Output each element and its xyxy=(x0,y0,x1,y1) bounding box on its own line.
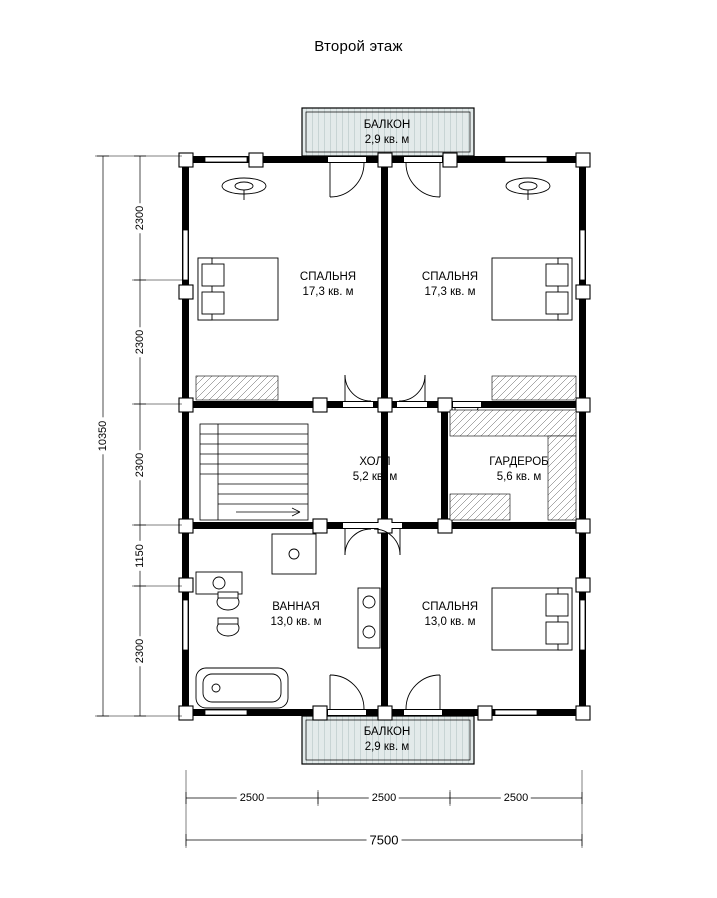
room-area: 13,0 кв. м xyxy=(270,616,322,628)
room-area: 2,9 кв. м xyxy=(364,741,410,753)
room-label-balcony-top xyxy=(364,118,411,148)
room-area: 13,0 кв. м xyxy=(424,616,476,628)
room-label-hall xyxy=(353,455,398,485)
dimension-h-seg-1: 2500 xyxy=(237,792,267,804)
dimension-h-seg-3: 2500 xyxy=(501,792,531,804)
page-title: Второй этаж xyxy=(314,38,403,55)
room-label-balcony-bottom xyxy=(364,725,411,755)
dimension-h-seg-2: 2500 xyxy=(369,792,399,804)
room-name: ВАННАЯ xyxy=(272,601,320,613)
room-name: СПАЛЬНЯ xyxy=(421,601,479,613)
room-label-bedroom-top-right xyxy=(422,270,478,300)
room-label-wardrobe xyxy=(489,455,548,485)
dimension-v-seg-3: 2300 xyxy=(134,450,146,480)
room-label-bedroom-bottom xyxy=(422,600,478,630)
dimension-v-seg-5: 2300 xyxy=(134,636,146,666)
room-name: СПАЛЬНЯ xyxy=(421,271,479,283)
room-area: 5,6 кв. м xyxy=(496,471,542,483)
dimension-v-seg-1: 2300 xyxy=(134,203,146,233)
dimension-v-seg-2: 2300 xyxy=(134,327,146,357)
room-label-bedroom-top-left xyxy=(300,270,356,300)
room-name: БАЛКОН xyxy=(363,119,411,131)
dimension-total-height: 10350 xyxy=(97,418,109,455)
room-area: 5,2 кв. м xyxy=(352,471,398,483)
room-area: 2,9 кв. м xyxy=(364,134,410,146)
room-name: БАЛКОН xyxy=(363,726,411,738)
room-area: 17,3 кв. м xyxy=(302,286,354,298)
dimension-total-width: 7500 xyxy=(367,833,402,848)
room-name: СПАЛЬНЯ xyxy=(299,271,357,283)
room-area: 17,3 кв. м xyxy=(424,286,476,298)
room-name: ГАРДЕРОБ xyxy=(489,456,549,468)
room-name: ХОЛЛ xyxy=(359,456,391,468)
dimension-v-seg-4: 1150 xyxy=(134,541,146,571)
room-label-bathroom xyxy=(270,600,321,630)
